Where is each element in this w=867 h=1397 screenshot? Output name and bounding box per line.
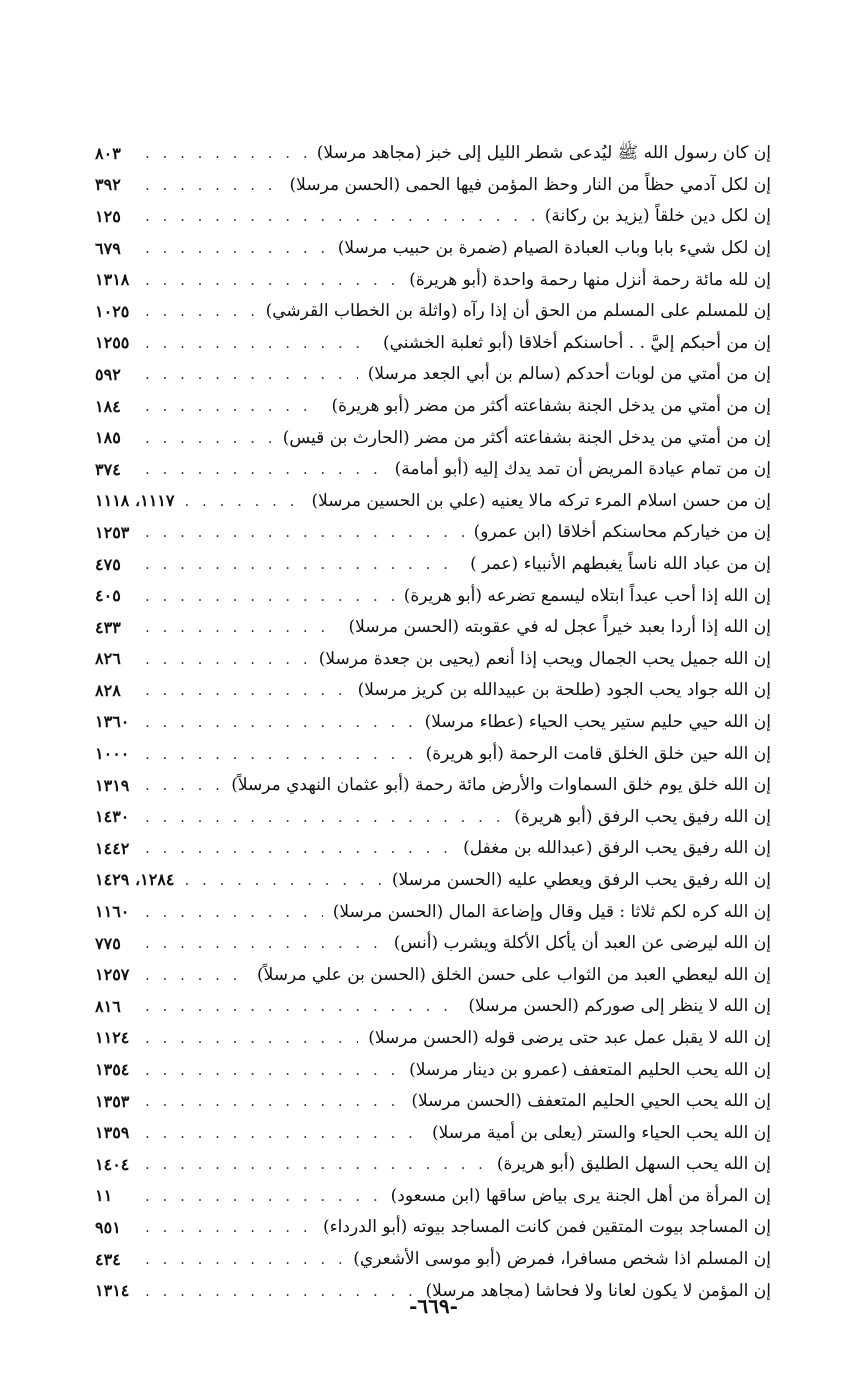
- dot-leader: [145, 399, 321, 414]
- entry-page-number: ١١٢٤: [95, 1028, 130, 1048]
- entry-page-number: ٦٧٩: [95, 238, 121, 258]
- index-entry: [95, 264, 771, 296]
- entry-text: إن الله لا ينظر إلى صوركم (الحسن مرسلا): [468, 996, 771, 1017]
- index-entry: [95, 707, 771, 739]
- dot-leader: [145, 810, 504, 825]
- dot-leader: [145, 241, 328, 256]
- dot-leader: [145, 1126, 422, 1141]
- index-entry: [95, 1023, 771, 1055]
- entry-page-number: ٩٥١: [95, 1217, 121, 1237]
- dot-leader: [184, 873, 381, 888]
- entry-text: إن الله ليرضى عن العبد أن يأكل الأكلة ويشرب (أنس): [393, 933, 771, 954]
- entry-text: إن الله كره لكم ثلاثا : قيل وقال وإضاعة المال (الحسن مرسلا): [332, 901, 771, 922]
- index-entry: [95, 1117, 771, 1149]
- dot-leader: [145, 557, 460, 572]
- dot-leader: [145, 1063, 399, 1078]
- entry-text: إن الله حين خلق الخلق قامت الرحمة (أبو هريرة): [425, 743, 771, 764]
- entry-text: إن الله لا يقبل عمل عبد حتى يرضى قوله (الحسن مرسلا): [368, 1027, 771, 1048]
- entry-text: إن من خياركم محاسنكم أخلاقا (ابن عمرو): [473, 522, 771, 543]
- entry-page-number: ٨٢٦: [95, 649, 121, 669]
- index-entry: [95, 422, 771, 454]
- dot-leader: [145, 178, 280, 193]
- entry-text: إن الله يحب الحليم المتعفف (عمرو بن دينار مرسلا): [409, 1059, 771, 1080]
- dot-leader: [145, 936, 384, 951]
- entry-text: إن الله خلق يوم خلق السماوات والأرض مائة رحمة (أبو عثمان النهدي مرسلاً): [231, 775, 771, 796]
- dot-leader: [145, 999, 458, 1014]
- dot-leader: [145, 273, 399, 288]
- entry-text: إن من أمتي من يدخل الجنة بشفاعته أكثر من مضر (أبو هريرة): [331, 396, 771, 417]
- dot-leader: [145, 367, 358, 382]
- entry-page-number: ٨١٦: [95, 996, 121, 1016]
- entry-text: إن من عباد الله ناساً يغبطهم الأنبياء (عمر ): [470, 554, 771, 575]
- dot-leader: [145, 1220, 313, 1235]
- dot-leader: [145, 336, 373, 351]
- dot-leader: [145, 968, 247, 983]
- entry-text: إن من أمتي من يدخل الجنة بشفاعته أكثر من مضر (الحارث بن قيس): [282, 427, 771, 448]
- index-entry: [95, 454, 771, 486]
- entry-page-number: ١٤٤٢: [95, 838, 130, 858]
- entry-page-number: ١٣٥٣: [95, 1091, 130, 1111]
- entry-page-number: ١٢٥: [95, 206, 121, 226]
- index-entry: [95, 896, 771, 928]
- entry-page-number: ٤٣٣: [95, 617, 121, 637]
- entry-page-number: ٥٩٢: [95, 364, 121, 384]
- index-entry: [95, 738, 771, 770]
- dot-leader: [145, 431, 273, 446]
- entry-text: إن الله جواد يحب الجود (طلحة بن عبيدالله بن كريز مرسلا): [357, 680, 771, 701]
- index-entry: [95, 580, 771, 612]
- entry-page-number: ١٨٥: [95, 428, 121, 448]
- entry-text: إن الله رفيق يحب الرفق ويعطي عليه (الحسن مرسلا): [391, 869, 771, 890]
- entry-page-number: ٤٠٥: [95, 586, 121, 606]
- entry-text: إن الله إذا أردا بعبد خيراً عجل له في عقوبته (الحسن مرسلا): [348, 617, 771, 638]
- entry-text: إن المؤمن لا يكون لعانا ولا فحاشا (مجاهد مرسلا): [425, 1280, 771, 1301]
- entry-text: إن الله يحب السهل الطليق (أبو هريرة): [496, 1154, 771, 1175]
- index-entry: [95, 833, 771, 865]
- entry-page-number: ٨٠٣: [95, 143, 121, 163]
- entry-page-number: ٧٧٥: [95, 933, 121, 953]
- entry-page-number: ١٠٢٥: [95, 301, 130, 321]
- entry-page-number: ٣٧٤: [95, 459, 121, 479]
- index-entry: [95, 1244, 771, 1276]
- dot-leader: [145, 652, 309, 667]
- dot-leader: [145, 620, 339, 635]
- entry-text: إن الله حيي حليم ستير يحب الحياء (عطاء مرسلا): [424, 711, 771, 732]
- entry-text: إن الله رفيق يحب الرفق (أبو هريرة): [514, 806, 771, 827]
- index-entry: [95, 612, 771, 644]
- index-entry: [95, 959, 771, 991]
- entry-page-number: ١٣٥٩: [95, 1123, 130, 1143]
- dot-leader: [145, 304, 256, 319]
- index-entry: [95, 201, 771, 233]
- entry-text: إن الله جميل يحب الجمال ويحب إذا أنعم (يحيى بن جعدة مرسلا): [318, 648, 771, 669]
- dot-leader: [145, 747, 416, 762]
- index-entry: [95, 549, 771, 581]
- entry-page-number: ١٨٤: [95, 396, 121, 416]
- dot-leader: [145, 1189, 381, 1204]
- index-entry: [95, 1054, 771, 1086]
- entry-page-number: ٨٢٨: [95, 680, 121, 700]
- entry-text: إن الله رفيق يحب الرفق (عبدالله بن مغفل): [463, 838, 771, 859]
- entry-page-number: ١٣٦٠: [95, 712, 130, 732]
- entry-text: إن من حسن اسلام المرء تركه مالا يعنيه (علي بن الحسين مرسلا): [311, 490, 771, 511]
- index-entry: [95, 1086, 771, 1118]
- dot-leader: [145, 589, 394, 604]
- dot-leader: [145, 715, 415, 730]
- dot-leader: [145, 841, 453, 856]
- entry-text: إن الله يحب الحيي الحليم المتعفف (الحسن مرسلا): [411, 1091, 771, 1112]
- entry-page-number: ١٣١٩: [95, 775, 130, 795]
- index-entry: [95, 486, 771, 518]
- dot-leader: [184, 494, 301, 509]
- entry-text: إن لله مائة رحمة أنزل منها رحمة واحدة (أبو هريرة): [409, 269, 771, 290]
- index-entry: [95, 1149, 771, 1181]
- entry-text: إن الله يحب الحياء والستر (يعلى بن أمية مرسلا): [431, 1122, 771, 1143]
- entry-page-number: ١١: [95, 1186, 113, 1206]
- entry-text: إن من أمتي من لوبات أحدكم (سالم بن أبي الجعد مرسلا): [367, 364, 771, 385]
- entry-text: إن لكل دين خلقاً (يزيد بن ركانة): [544, 206, 771, 227]
- entry-text: إن لكل شيء بابا وباب العبادة الصيام (ضمرة بن حبيب مرسلا): [337, 238, 771, 259]
- entry-page-number: ١٤٣٠: [95, 807, 130, 827]
- entry-text: إن للمسلم على المسلم من الحق أن إذا رآه (واثلة بن الخطاب القرشي): [265, 301, 771, 322]
- index-entry: [95, 801, 771, 833]
- entry-text: إن الله ليعطي العبد من الثواب على حسن الخلق (الحسن بن علي مرسلاً): [256, 964, 771, 985]
- dot-leader: [145, 209, 535, 224]
- index-entry: [95, 865, 771, 897]
- index-entry: [95, 391, 771, 423]
- index-entry: [95, 644, 771, 676]
- dot-leader: [145, 778, 221, 793]
- index-entry: [95, 138, 771, 170]
- dot-leader: [145, 1157, 487, 1172]
- entry-page-number: ١١١٧، ١١١٨: [95, 491, 175, 511]
- dot-leader: [145, 146, 307, 161]
- index-entry: [95, 517, 771, 549]
- index-entry: [95, 991, 771, 1023]
- index-entry: [95, 170, 771, 202]
- entry-page-number: ٤٣٤: [95, 1249, 121, 1269]
- entry-text: إن المرأة من أهل الجنة يرى بياض ساقها (ابن مسعود): [390, 1185, 771, 1206]
- entry-page-number: ١٤٠٤: [95, 1154, 130, 1174]
- dot-leader: [145, 462, 385, 477]
- dot-leader: [145, 683, 348, 698]
- entry-page-number: ١٠٠٠: [95, 744, 130, 764]
- entry-page-number: ١٢٨٤، ١٤٢٩: [95, 870, 175, 890]
- entry-page-number: ٤٧٥: [95, 554, 121, 574]
- entry-page-number: ١٣٥٤: [95, 1060, 130, 1080]
- index-entry: [95, 928, 771, 960]
- entry-text: إن من تمام عيادة المريض أن تمد يدك إليه (أبو أمامة): [394, 459, 771, 480]
- entry-page-number: ٣٩٢: [95, 175, 121, 195]
- index-list: [95, 138, 771, 1307]
- entry-page-number: ١٣١٤: [95, 1281, 130, 1301]
- index-entry: [95, 770, 771, 802]
- index-entry: [95, 233, 771, 265]
- entry-text: إن الله إذا أحب عبداً ابتلاه ليسمع تضرعه (أبو هريرة): [403, 585, 771, 606]
- index-entry: [95, 1212, 771, 1244]
- entry-text: إن من أحبكم إليَّ . . أحاسنكم أخلاقا (أبو ثعلبة الخشني): [382, 332, 771, 353]
- index-entry: [95, 296, 771, 328]
- dot-leader: [145, 905, 323, 920]
- dot-leader: [145, 1252, 343, 1267]
- entry-text: إن المسلم اذا شخص مسافرا، فمرض (أبو موسى الأشعري): [353, 1249, 771, 1270]
- dot-leader: [145, 1094, 401, 1109]
- entry-page-number: ١٣١٨: [95, 270, 130, 290]
- index-entry: [95, 359, 771, 391]
- entry-page-number: ١٢٥٥: [95, 333, 130, 353]
- index-entry: [95, 1181, 771, 1213]
- index-entry: [95, 675, 771, 707]
- page-number: -٦٦٩-: [409, 1294, 458, 1318]
- entry-page-number: ١٢٥٣: [95, 522, 130, 542]
- entry-text: إن لكل آدمي حظاً من النار وحظ المؤمن فيها الحمى (الحسن مرسلا): [289, 174, 771, 195]
- entry-text: إن المساجد بيوت المتقين فمن كانت المساجد بيوته (أبو الدرداء): [323, 1217, 771, 1238]
- dot-leader: [145, 525, 464, 540]
- entry-page-number: ١٢٥٧: [95, 965, 130, 985]
- entry-page-number: ١١٦٠: [95, 902, 130, 922]
- dot-leader: [145, 1031, 358, 1046]
- entry-text: إن كان رسول الله ﷺ ليُدعى شطر الليل إلى خبز (مجاهد مرسلا): [316, 143, 771, 164]
- index-entry: [95, 328, 771, 360]
